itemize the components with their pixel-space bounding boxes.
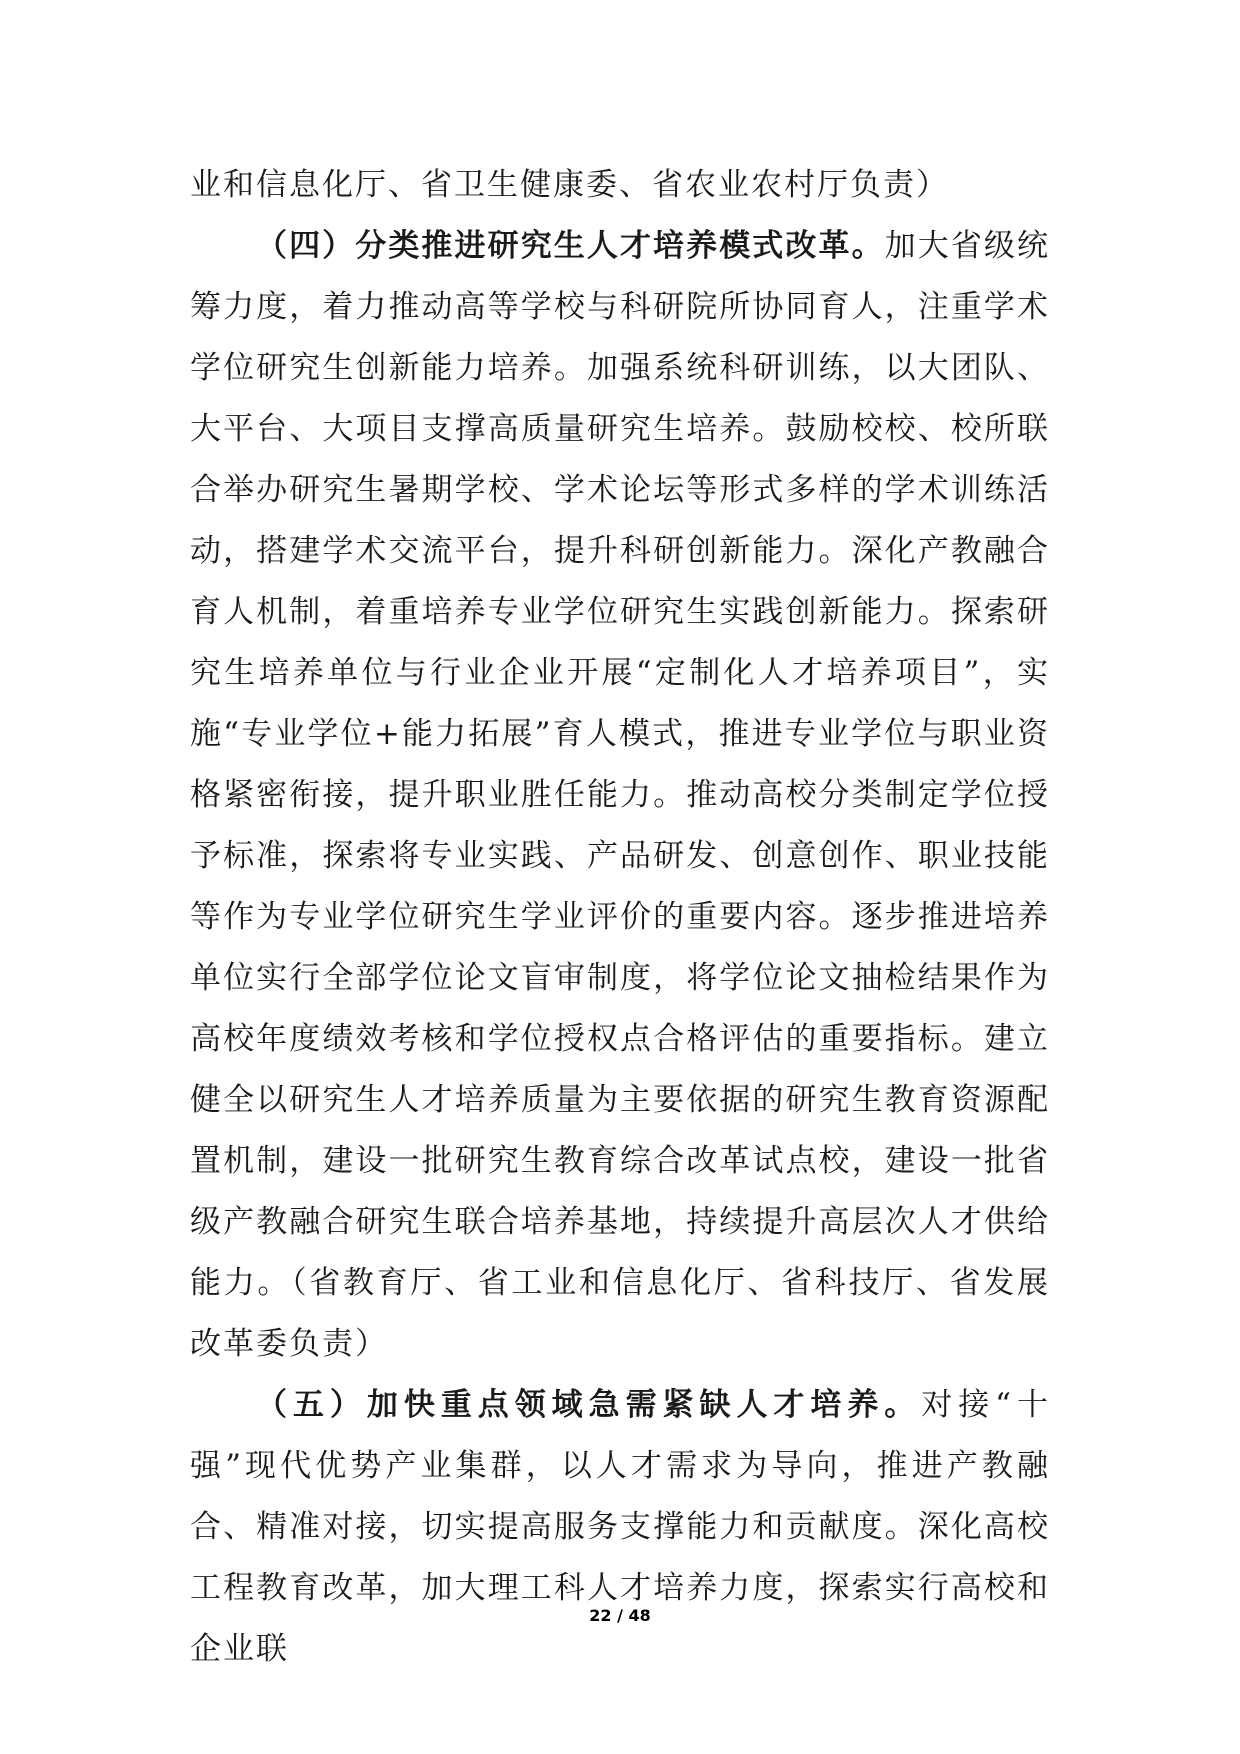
body-text <box>190 155 1050 1680</box>
section-heading: （四）分类推进研究生人才培养模式改革。 <box>256 228 885 264</box>
paragraph-section-5 <box>190 1375 1050 1680</box>
paragraph-continuation <box>190 155 1050 216</box>
paragraph-body: 业和信息化厅、省卫生健康委、省农业农村厅负责） <box>190 167 949 203</box>
section-heading: （五）加快重点领域急需紧缺人才培养。 <box>256 1387 922 1423</box>
page-number: 22 / 48 <box>589 1606 651 1625</box>
paragraph-body: 加大省级统筹力度，着力推动高等学校与科研院所协同育人，注重学术学位研究生创新能力培养。加强系统科研训练，以大团队、大平台、大项目支撑高质量研究生培养。鼓励校校、校所联合举办研究生暑期学校、学术论坛等形式多样的学术训练活动，搭建学术交流平台，提升科研创新能力。深化产教融合育人机制，着重培养专业学位研究生实践创新能力。探索研究生培养单位与行业企业开展“定制化人才培养项目”，实施“专业学位+能力拓展”育人模式，推进专业学位与职业资格紧密衔接，提升职业胜任能力。推动高校分类制定学位授予标准，探索将专业实践、产品研发、创意创作、职业技能等作为专业学位研究生学业评价的重要内容。逐步推进培养单位实行全部学位论文盲审制度，将学位论文抽检结果作为高校年度绩效考核和学位授权点合格评估的重要指标。建立健全以研究生人才培养质量为主要依据的研究生教育资源配置机制，建设一批研究生教育综合改革试点校，建设一批省级产教融合研究生联合培养基地，持续提升高层次人才供给能力。（省教育厅、省工业和信息化厅、省科技厅、省发展改革委负责） <box>190 228 1051 1362</box>
paragraph-section-4 <box>190 216 1050 1375</box>
paragraph-body: 对接“十强”现代优势产业集群，以人才需求为导向，推进产教融合、精准对接，切实提高服务支撑能力和贡献度。深化高校工程教育改革，加大理工科人才培养力度，探索实行高校和企业联 <box>190 1387 1050 1667</box>
